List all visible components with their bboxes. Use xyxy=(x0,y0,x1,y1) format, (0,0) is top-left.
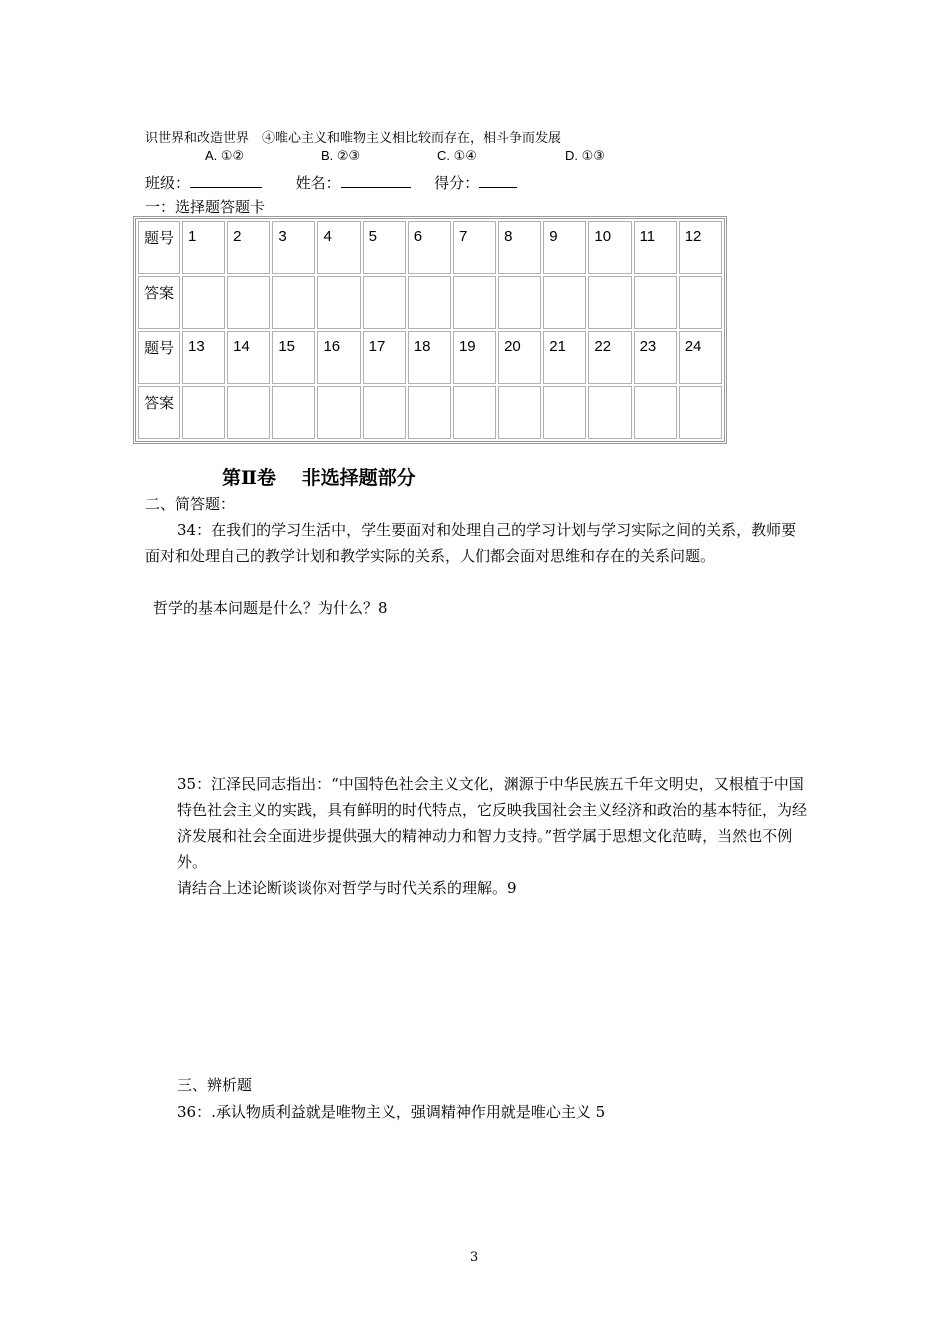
option-a: A. ①② xyxy=(205,148,245,163)
answer-cell[interactable] xyxy=(679,276,722,329)
q36-text: 36：.承认物质利益就是唯物主义，强调精神作用就是唯心主义 5 xyxy=(177,1103,606,1121)
question-number: 8 xyxy=(498,221,541,274)
question-number: 7 xyxy=(453,221,496,274)
class-blank[interactable] xyxy=(190,172,262,188)
class-label: 班级： xyxy=(145,174,191,192)
question-number: 13 xyxy=(182,331,225,384)
answer-row-1 xyxy=(138,276,722,329)
name-label: 姓名： xyxy=(295,174,341,192)
prev-question-line: 识世界和改造世界 ④唯心主义和唯物主义相比较而存在，相斗争而发展 xyxy=(145,131,562,146)
answer-card-table xyxy=(133,216,727,444)
answer-cell[interactable] xyxy=(317,276,360,329)
question-number: 10 xyxy=(588,221,631,274)
answer-label-cell: 答案 xyxy=(138,276,180,329)
question-number: 18 xyxy=(408,331,451,384)
question-number: 6 xyxy=(408,221,451,274)
answer-cell[interactable] xyxy=(272,276,315,329)
number-row-2 xyxy=(138,331,722,384)
answer-cell[interactable] xyxy=(363,276,406,329)
answer-cell[interactable] xyxy=(498,386,541,439)
question-number: 21 xyxy=(543,331,586,384)
answer-cell[interactable] xyxy=(679,386,722,439)
answer-cell[interactable] xyxy=(498,276,541,329)
answer-row-2 xyxy=(138,386,722,439)
short-answer-heading: 二、简答题： xyxy=(145,495,236,513)
q34-question: 哲学的基本问题是什么？为什么？8 xyxy=(153,599,388,617)
answer-cell[interactable] xyxy=(453,386,496,439)
question-number: 5 xyxy=(363,221,406,274)
question-number: 23 xyxy=(634,331,677,384)
score-blank[interactable] xyxy=(479,172,517,188)
answer-cell[interactable] xyxy=(182,386,225,439)
question-number: 15 xyxy=(272,331,315,384)
answer-cell[interactable] xyxy=(227,276,270,329)
answer-cell[interactable] xyxy=(453,276,496,329)
q35-text: 35：江泽民同志指出：“中国特色社会主义文化，渊源于中华民族五千年文明史，又根植于中国特色社会主义的实践，具有鲜明的时代特点，它反映我国社会主义经济和政治的基本特征，为经济发展和社会全面进步提供强大的精神动力和智力支持。”哲学属于思想文化范畴，当然也不例外。 xyxy=(177,775,808,871)
answer-cell[interactable] xyxy=(227,386,270,439)
question-number: 4 xyxy=(317,221,360,274)
question-number: 3 xyxy=(272,221,315,274)
question-number: 24 xyxy=(679,331,722,384)
part2-title: 第Ⅱ卷 非选择题部分 xyxy=(222,467,416,489)
question-number: 20 xyxy=(498,331,541,384)
q35-question: 请结合上述论断谈谈你对哲学与时代关系的理解。9 xyxy=(177,879,517,897)
score-label: 得分： xyxy=(434,174,480,192)
question-number: 12 xyxy=(679,221,722,274)
number-label-cell: 题号 xyxy=(138,331,180,384)
answer-cell[interactable] xyxy=(634,386,677,439)
question-number: 1 xyxy=(182,221,225,274)
answer-cell[interactable] xyxy=(272,386,315,439)
student-info-line xyxy=(145,172,517,193)
number-label-cell: 题号 xyxy=(138,221,180,274)
question-number: 22 xyxy=(588,331,631,384)
answer-cell[interactable] xyxy=(408,276,451,329)
answer-cell[interactable] xyxy=(363,386,406,439)
answer-cell[interactable] xyxy=(588,386,631,439)
answer-cell[interactable] xyxy=(588,276,631,329)
option-d: D. ①③ xyxy=(565,148,605,163)
question-number: 16 xyxy=(317,331,360,384)
answer-cell[interactable] xyxy=(543,276,586,329)
number-row-1 xyxy=(138,221,722,274)
question-number: 19 xyxy=(453,331,496,384)
question-number: 17 xyxy=(363,331,406,384)
answer-cell[interactable] xyxy=(408,386,451,439)
question-number: 11 xyxy=(634,221,677,274)
analysis-heading: 三、辨析题 xyxy=(177,1076,253,1094)
answer-cell[interactable] xyxy=(634,276,677,329)
answer-cell[interactable] xyxy=(543,386,586,439)
question-number: 9 xyxy=(543,221,586,274)
answer-card-title: 一：选择题答题卡 xyxy=(145,198,266,216)
question-number: 14 xyxy=(227,331,270,384)
q34-text: 34：在我们的学习生活中，学生要面对和处理自己的学习计划与学习实际之间的关系，教师要面对和处理自己的教学计划和教学实际的关系，人们都会面对思维和存在的关系问题。 xyxy=(145,521,797,565)
option-c: C. ①④ xyxy=(437,148,477,163)
page-number: 3 xyxy=(470,1250,479,1265)
option-b: B. ②③ xyxy=(321,148,361,163)
answer-cell[interactable] xyxy=(317,386,360,439)
answer-cell[interactable] xyxy=(182,276,225,329)
question-number: 2 xyxy=(227,221,270,274)
name-blank[interactable] xyxy=(341,172,411,188)
answer-label-cell: 答案 xyxy=(138,386,180,439)
